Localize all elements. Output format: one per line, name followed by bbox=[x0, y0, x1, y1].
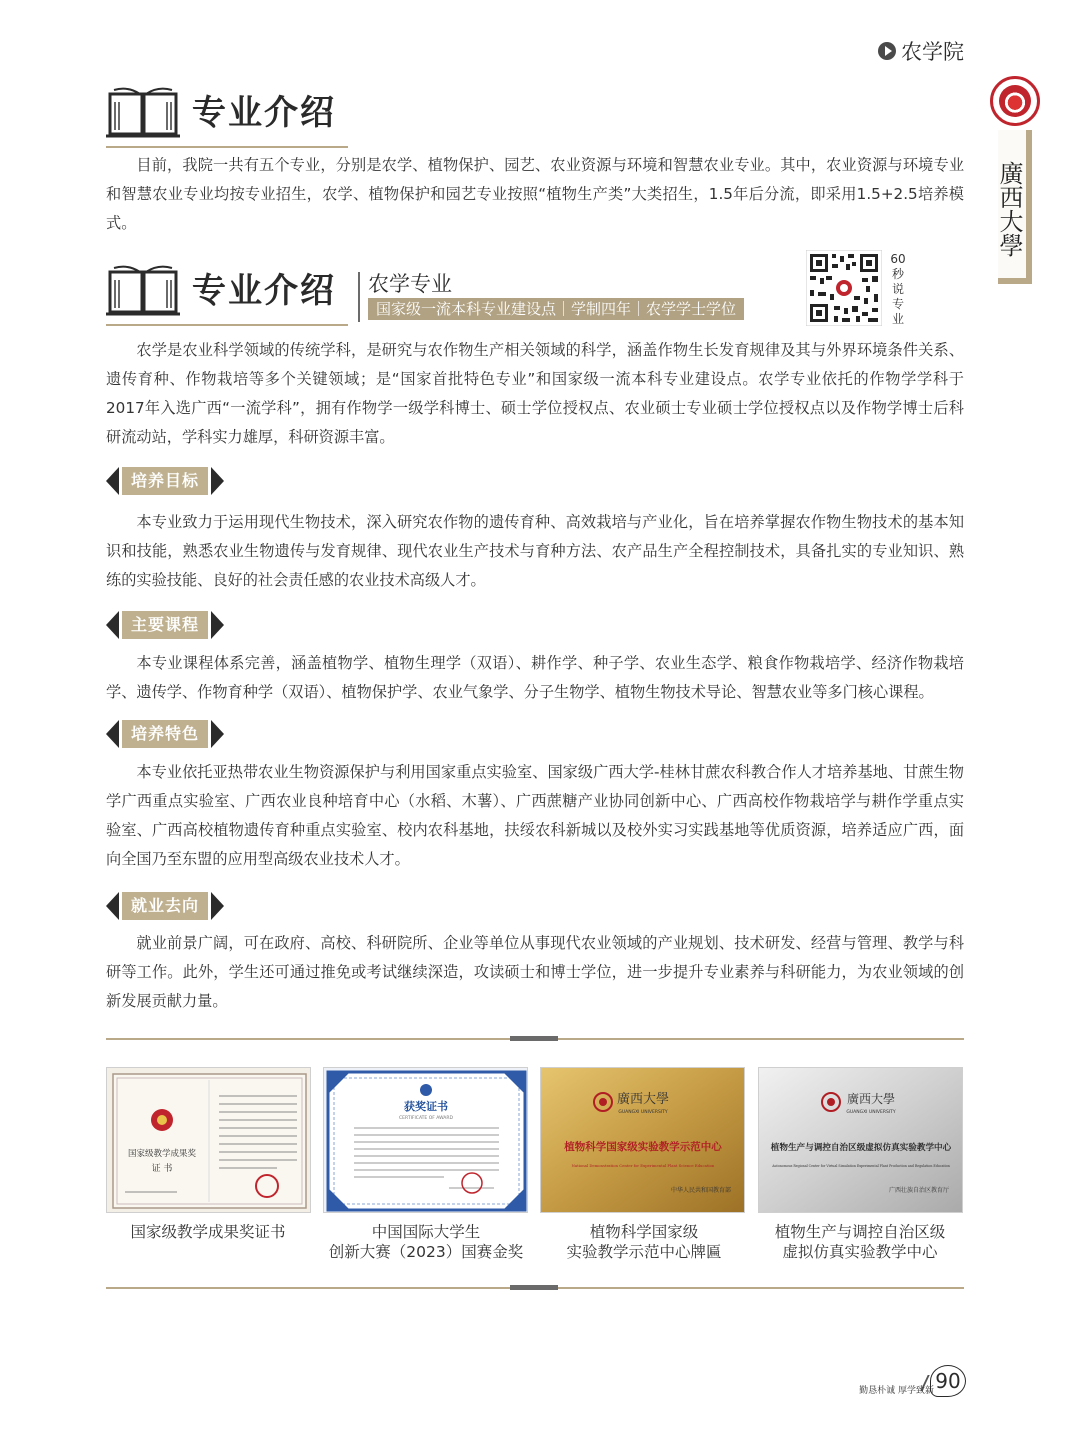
photo-silver-plaque bbox=[758, 1067, 963, 1213]
arrow-right-icon bbox=[211, 892, 224, 920]
certificate-image bbox=[107, 1068, 311, 1213]
plaque-issuer: 中华人民共和国教育部 bbox=[670, 1187, 732, 1194]
award-certificate-image bbox=[324, 1068, 528, 1213]
subsection-heading-features bbox=[106, 720, 224, 748]
arrow-right-icon bbox=[211, 611, 224, 639]
plaque-image bbox=[541, 1068, 745, 1213]
heading-underline bbox=[106, 146, 348, 148]
footer-motto: 勤恳朴诚 厚学致新 bbox=[859, 1386, 934, 1396]
arrow-left-icon bbox=[106, 720, 119, 748]
subsection-text: 就业前景广阔，可在政府、高校、科研院所、企业等单位从事现代农业领域的产业规划、技术研发、经营与管理、教学与科研等工作。此外，学生还可通过推免或考试继续深造，攻读硕士和博士学位，进一步提升专业素养与科研能力，为农业领域的创新发展贡献力量。 bbox=[106, 934, 964, 1010]
photo-caption bbox=[98, 1222, 318, 1242]
subsection-text: 本专业课程体系完善，涵盖植物学、植物生理学（双语）、耕作学、种子学、农业生态学、粮食作物栽培学、经济作物栽培学、遗传学、作物育种学（双语）、植物保护学、农业气象学、分子生物学、植物生物技术导论、智慧农业等多门核心课程。 bbox=[106, 654, 964, 701]
certificate-title: 国家级教学成果奖 bbox=[127, 1149, 197, 1159]
photo-caption bbox=[750, 1222, 970, 1262]
caption-line: 虚拟仿真实验教学中心 bbox=[782, 1243, 938, 1261]
separator-mark bbox=[510, 1285, 558, 1290]
caption-line: 中国国际大学生 bbox=[371, 1223, 481, 1241]
photo-innovation-award bbox=[323, 1067, 528, 1213]
arrow-right-icon bbox=[211, 720, 224, 748]
qr-code[interactable] bbox=[806, 250, 882, 326]
photo-caption bbox=[316, 1222, 536, 1262]
major-tags: 国家级一流本科专业建设点｜学制四年｜农学学士学位 bbox=[368, 298, 744, 320]
college-tag bbox=[878, 36, 964, 66]
plaque-subtitle: Autonomous Regional Center for Virtual Simulation Experimental Plant Production and Regulation Education bbox=[772, 1164, 950, 1168]
caption-line: 创新大赛（2023）国赛金奖 bbox=[328, 1243, 524, 1261]
subsection-text: 本专业依托亚热带农业生物资源保护与利用国家重点实验室、国家级广西大学-桂林甘蔗农科教合作人才培养基地、甘蔗生物学广西重点实验室、广西农业良种培育中心（水稻、木薯）、广西蔗糖产业协同创新中心、广西高校作物栽培学与耕作学重点实验室、广西高校植物遗传育种重点实验室、校内农科基地，扶绥农科新城以及校外实习实践基地等优质资源，培养适应广西，面向全国乃至东盟的应用型高级农业技术人才。 bbox=[106, 763, 964, 868]
plaque-university: 廣西大學 bbox=[846, 1092, 896, 1106]
subsection-text: 本专业致力于运用现代生物技术，深入研究农作物的遗传育种、高效栽培与产业化，旨在培养掌握农作物生物技术的基本知识和技能，熟悉农业生物遗传与发育规律、现代农业生产技术与育种方法、农产品生产全程控制技术，具备扎实的专业知识、熟练的实验技能、良好的社会责任感的农业技术高级人才。 bbox=[106, 513, 964, 589]
plaque-title: 植物科学国家级实验教学示范中心 bbox=[564, 1141, 722, 1153]
award-title: 获奖证书 bbox=[404, 1100, 448, 1113]
subsection-label: 主要课程 bbox=[122, 611, 208, 639]
caption-line: 植物生产与调控自治区级 bbox=[774, 1223, 946, 1241]
plaque-university-en: GUANGXI UNIVERSITY bbox=[618, 1110, 668, 1115]
section-heading-1 bbox=[106, 80, 336, 140]
play-circle-icon bbox=[878, 42, 896, 60]
page-number: 90 bbox=[930, 1365, 966, 1397]
section-title: 专业介绍 bbox=[192, 93, 336, 133]
separator-mark bbox=[510, 1036, 558, 1041]
section-heading-2 bbox=[106, 258, 336, 318]
major-name: 农学专业 bbox=[368, 272, 452, 296]
arrow-left-icon bbox=[106, 467, 119, 495]
qr-caption: 60秒说专业 bbox=[890, 252, 906, 326]
heading-underline bbox=[106, 324, 348, 326]
college-intro-paragraph: 目前，我院一共有五个专业，分别是农学、植物保护、园艺、农业资源与环境和智慧农业专业。其中，农业资源与环境专业和智慧农业专业均按专业招生，农学、植物保护和园艺专业按照“植物生产类”大类招生，1.5年后分流，即采用1.5+2.5培养模式。 bbox=[106, 156, 964, 232]
plaque-university-en: GUANGXI UNIVERSITY bbox=[846, 1110, 896, 1115]
subsection-heading-career bbox=[106, 892, 224, 920]
subsection-label: 培养目标 bbox=[122, 467, 208, 495]
plaque-university: 廣西大學 bbox=[616, 1092, 670, 1107]
photo-national-award-certificate bbox=[106, 1067, 311, 1213]
arrow-right-icon bbox=[211, 467, 224, 495]
open-book-icon bbox=[106, 262, 180, 318]
open-book-icon bbox=[106, 84, 180, 140]
plaque-image bbox=[759, 1068, 963, 1213]
university-name-vertical: 廣西大學 bbox=[998, 130, 1032, 284]
certificate-subtitle: 证 书 bbox=[151, 1164, 173, 1174]
photo-caption bbox=[534, 1222, 754, 1262]
arrow-left-icon bbox=[106, 611, 119, 639]
arrow-left-icon bbox=[106, 892, 119, 920]
subsection-heading-goals bbox=[106, 467, 224, 495]
plaque-title: 植物生产与调控自治区级虚拟仿真实验教学中心 bbox=[770, 1143, 952, 1153]
section-title: 专业介绍 bbox=[192, 271, 336, 311]
university-seal-logo bbox=[990, 76, 1040, 126]
subsection-label: 培养特色 bbox=[122, 720, 208, 748]
caption-line: 植物科学国家级 bbox=[589, 1223, 699, 1241]
caption-line: 国家级教学成果奖证书 bbox=[130, 1223, 286, 1241]
plaque-issuer: 广西壮族自治区教育厅 bbox=[888, 1187, 950, 1194]
plaque-subtitle: National Demonstration Center for Experimental Plant Science Education bbox=[571, 1163, 715, 1168]
photo-gold-plaque bbox=[540, 1067, 745, 1213]
caption-line: 实验教学示范中心牌匾 bbox=[566, 1243, 722, 1261]
vertical-divider bbox=[358, 272, 360, 322]
college-name: 农学院 bbox=[901, 40, 964, 64]
subsection-heading-courses bbox=[106, 611, 224, 639]
major-intro-paragraph: 农学是农业科学领域的传统学科，是研究与农作物生产相关领域的科学，涵盖作物生长发育规律及其与外界环境条件关系、遗传育种、作物栽培等多个关键领域；是“国家首批特色专业”和国家级一流本科专业建设点。农学专业依托的作物学学科于2017年入选广西“一流学科”，拥有作物学一级学科博士、硕士学位授权点、农业硕士专业硕士学位授权点以及作物学博士后科研流动站，学科实力雄厚，科研资源丰富。 bbox=[106, 341, 964, 446]
award-subtitle: CERTIFICATE OF AWARD bbox=[399, 1116, 453, 1121]
subsection-label: 就业去向 bbox=[122, 892, 208, 920]
